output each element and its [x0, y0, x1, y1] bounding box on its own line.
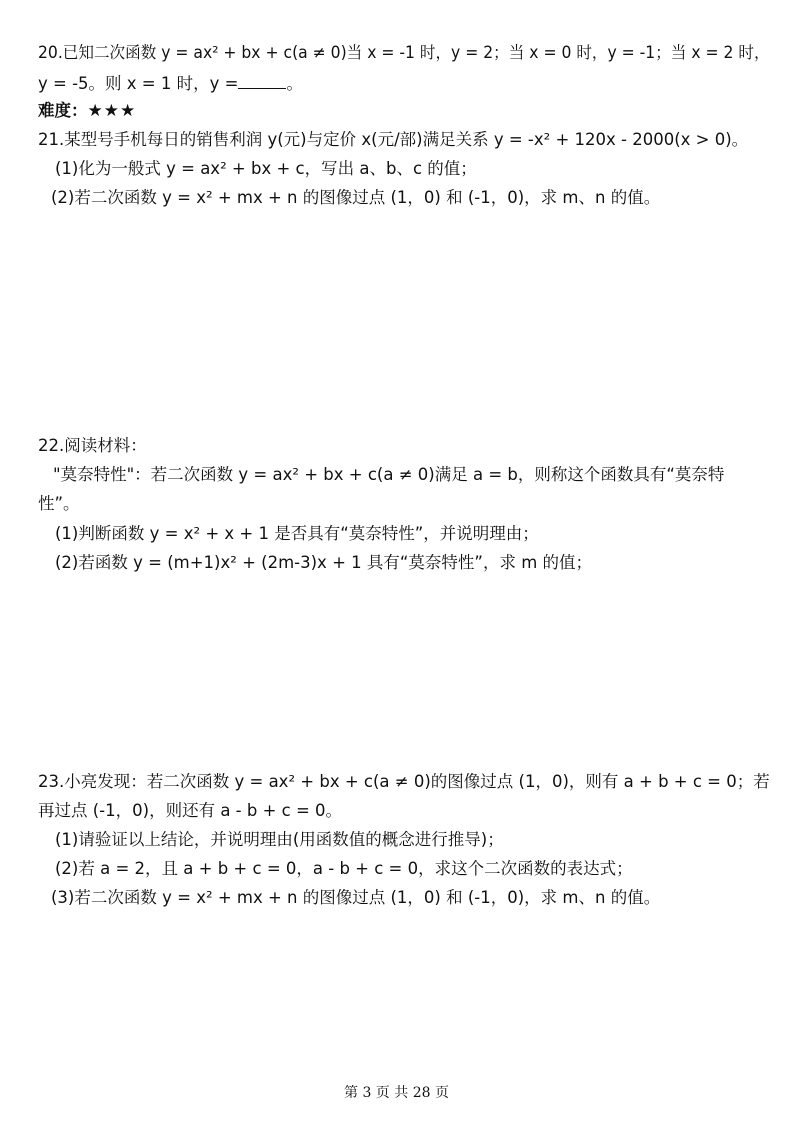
difficulty-rating — [38, 100, 136, 122]
q21-part1: (1)化为一般式 y = ax² + bx + c，写出 a、b、c 的值； — [55, 159, 477, 178]
q23-part3: (3)若二次函数 y = x² + mx + n 的图像过点 (1，0) 和 (-1，0)，求 m、n 的值。 — [51, 888, 661, 907]
q20-line2 — [38, 72, 303, 95]
q23-stem-line1: 23.小亮发现：若二次函数 y = ax² + bx + c(a ≠ 0)的图像过点 (1，0)，则有 a + b + c = 0；若 — [38, 772, 770, 791]
q21-part2: (2)若二次函数 y = x² + mx + n 的图像过点 (1，0) 和 (-1，0)，求 m、n 的值。 — [51, 188, 661, 207]
q23-part1: (1)请验证以上结论，并说明理由(用函数值的概念进行推导)； — [55, 830, 504, 849]
difficulty-label: 难度： — [38, 101, 88, 120]
q20-line2-prefix: y = -5。则 x = 1 时，y = — [38, 74, 239, 93]
q21-stem: 21.某型号手机每日的销售利润 y(元)与定价 x(元/部)满足关系 y = -x² + 120x - 2000(x > 0)。 — [38, 130, 749, 149]
page-footer: 第 3 页 共 28 页 — [344, 1085, 449, 1101]
answer-blank[interactable] — [238, 72, 286, 89]
star-icon: ★★★ — [87, 101, 137, 121]
q22-material-line2: 性”。 — [38, 494, 80, 513]
q22-part1: (1)判断函数 y = x² + x + 1 是否具有“莫奈特性”，并说明理由； — [55, 524, 539, 543]
q20-line2-suffix: 。 — [286, 74, 303, 93]
q22-part2: (2)若函数 y = (m+1)x² + (2m-3)x + 1 具有“莫奈特性”，求 m 的值； — [55, 553, 593, 572]
q23-stem-line2: 再过点 (-1，0)，则还有 a - b + c = 0。 — [38, 801, 343, 820]
q20-line1: 20.已知二次函数 y = ax² + bx + c(a ≠ 0)当 x = -1 时，y = 2；当 x = 0 时，y = -1；当 x = 2 时， — [38, 43, 770, 62]
q22-material-line1: "莫奈特性"：若二次函数 y = ax² + bx + c(a ≠ 0)满足 a = b，则称这个函数具有“莫奈特 — [53, 465, 725, 484]
q22-title: 22.阅读材料： — [38, 436, 147, 455]
q23-part2: (2)若 a = 2，且 a + b + c = 0，a - b + c = 0，求这个二次函数的表达式； — [55, 859, 633, 878]
